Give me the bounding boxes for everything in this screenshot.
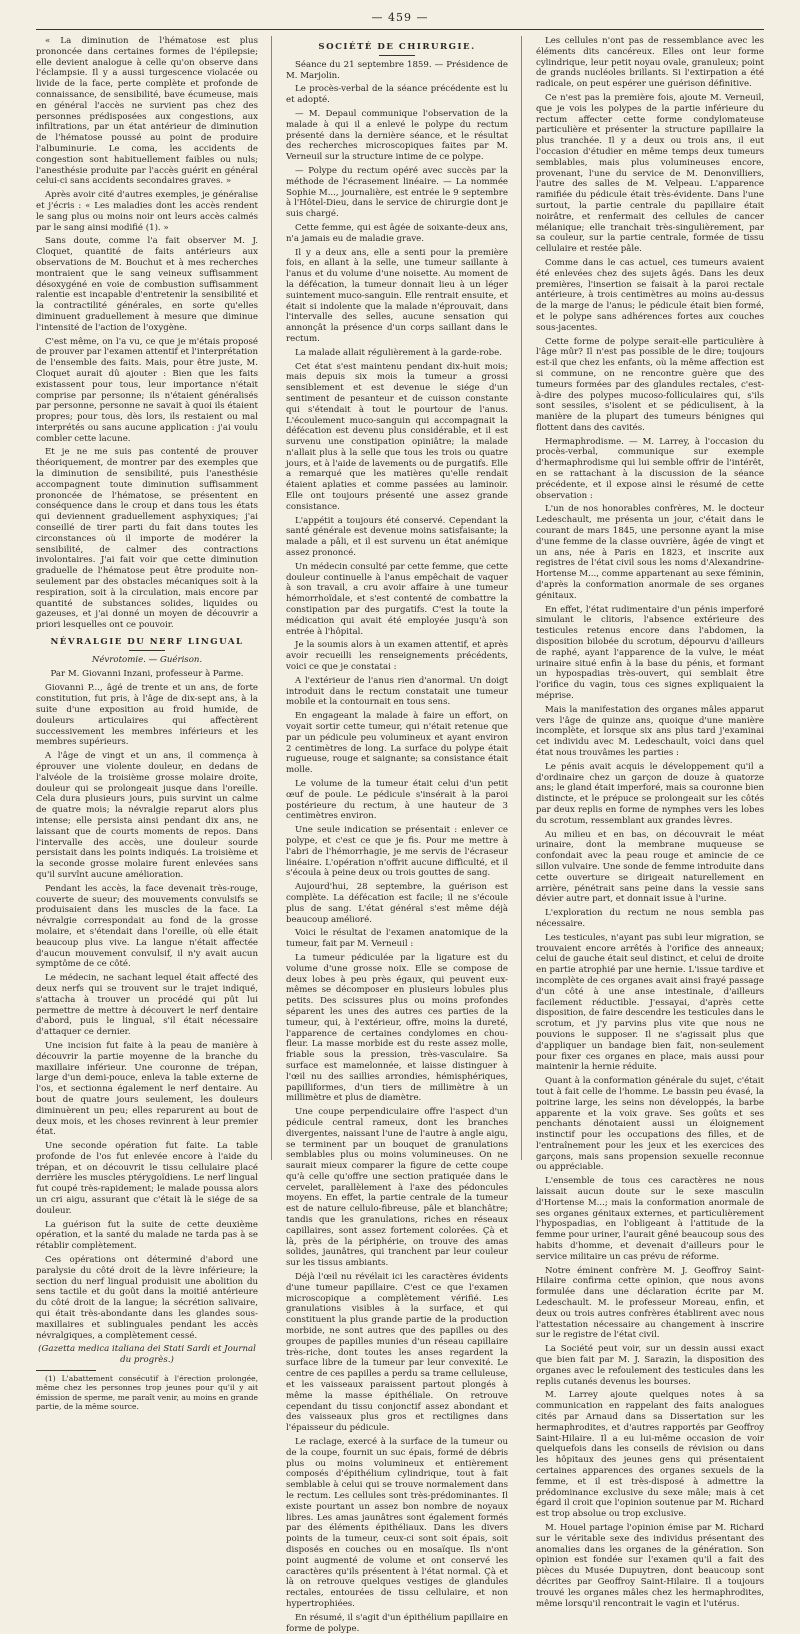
- paragraph: C'est même, on l'a vu, ce que je m'étais proposé de prouver par l'examen attentif et l'interprétation de l'ensemble des faits. Mais, pour être juste, M. Cloquet aurait dû ajouter : Bien que les faits existassent pour tous, leur importance n'était comprise par personne; ils n'étaient généralisés par personne, personne ne savait à quoi ils étaient propres; pour tous, dès lors, ils restaient ou mal interprétés ou sans aucune application : j'ai voulu combler cette lacune.: [36, 336, 258, 444]
- paragraph: Ce n'est pas la première fois, ajoute M. Verneuil, que je vois les polypes de la partie inférieure du rectum affecter cette forme condylomateuse particulière et présenter la structure papillaire la plus tranchée. Il y a deux ou trois ans, il eut l'occasion d'étudier en même temps deux tumeurs semblables, mais plus volumineuses encore, provenant, l'une du service de M. Denonvilliers, l'autre des salles de M. Velpeau. L'apparence ramifiée du pédicule était très-évidente. Dans l'une surtout, la partie centrale du papillaire était noirâtre, et renfermait des cellules de cancer mélanique; elle tranchait très-singulièrement, par sa couleur, sur la partie centrale, formée de tissu cellulaire et restée pâle.: [536, 92, 764, 255]
- paragraph: L'exploration du rectum ne nous sembla pas nécessaire.: [536, 908, 764, 929]
- header-rule: [36, 29, 764, 30]
- footnote-rule: [36, 1370, 96, 1371]
- meeting-line: Séance du 21 septembre 1859. — Présidence de M. Marjolin.: [286, 59, 508, 81]
- paragraph: En résumé, il s'agit d'un épithélium papillaire en forme de polype.: [286, 1612, 508, 1634]
- heading-rule: [129, 650, 165, 651]
- paragraph: — Polype du rectum opéré avec succès par la méthode de l'écrasement linéaire. — La nommée Sophie M..., journalière, est entrée le 9 septembre à l'Hôtel-Dieu, dans le service de chirurgie dont je suis chargé.: [286, 165, 508, 220]
- paragraph: Cet état s'est maintenu pendant dix-huit mois; mais depuis six mois la tumeur a grossi sensiblement et est devenue le siége d'un sentiment de pesanteur et de cuisson constante qui s'étendait à tout le pourtour de l'anus. L'écoulement muco-sanguin qui accompagnait la défécation est devenu plus considérable, et il est survenu une constipation opiniâtre; la malade n'allait plus à la selle que tous les trois ou quatre jours, et à l'aide de lavements ou de purgatifs. Elle a remarqué que les matières qu'elle rendait étaient aplaties et comme passées au laminoir. Elle ont toujours présenté une assez grande consistance.: [286, 361, 508, 512]
- article-heading: NÉVRALGIE DU NERF LINGUAL: [50, 637, 244, 648]
- page-number: — 459 —: [371, 11, 429, 24]
- paragraph: Le raclage, exercé à la surface de la tumeur ou de la coupe, fournit un suc épais, formé de débris plus ou moins volumineux et entièrement composés d'épithélium cylindrique, tout à fait semblable à celui qui se trouve normalement dans le rectum. Les cellules sont très-prédominantes. Il existe pourtant un assez bon nombre de noyaux libres. Les amas jaunâtres sont également formés par des éléments épithéliaux. Dans les divers points de la tumeur, ceux-ci sont soit épais, soit disposés en couches ou en mosaïque. Ils n'ont point augmenté de volume et ont conservé les caractères qu'ils présentent à l'état normal. Çà et là on retrouve quelques vestiges de glandules rectales, entourées de tissu cellulaire, et non hypertrophiées.: [286, 1437, 508, 1609]
- paragraph: Hermaphrodisme. — M. Larrey, à l'occasion du procès-verbal, communique sur exemple d'hermaphrodisme qui lui semble offrir de l'intérêt, en se rattachant à la discussion de la séance précédente, et il expose ainsi le résumé de cette observation :: [536, 436, 764, 501]
- paragraph: Au milieu et en bas, on découvrait le méat urinaire, dont la membrane muqueuse se confondait avec la peau rouge et amincie de ce sillon vulvaire. Une sonde de femme introduite dans cette ouverture se dirigeait naturellement en arrière, pénétrait sans peine dans la vessie sans dévier autre part, et donnait issue à l'urine.: [536, 829, 764, 905]
- paragraph: Aujourd'hui, 28 septembre, la guérison est complète. La défécation est facile; il ne s'écoule plus de sang. L'état général s'est même déjà beaucoup amélioré.: [286, 882, 508, 925]
- paragraph: Une seule indication se présentait : enlever ce polype, et c'est ce que je fis. Pour me mettre à l'abri de l'hémorrhagie, je me servis de l'écraseur linéaire. L'opération n'offrit aucune difficulté, et il s'écoula à peine deux ou trois gouttes de sang.: [286, 825, 508, 879]
- paragraph: « La diminution de l'hématose est plus prononcée dans certaines formes de l'épilepsie; elle devient analogue à celle qu'on observe dans l'éclampsie. Il y a aussi turgescence violacée ou livide de la face, perte complète et profonde de connaissance, de sensibilité, bave écumeuse, mais en général l'accès ne survient pas chez des personnes prédisposées aux congestions, aux infiltrations, par un état antérieur de diminution de l'hématose poussé au point de produire l'albuminurie. Le coma, les accidents de congestion sont habituellement faibles ou nuls; l'anesthésie produite par l'accès guérit en général celui-ci sans accidents secondaires graves. »: [36, 36, 258, 187]
- paragraph: Mais la manifestation des organes mâles apparut vers l'âge de quinze ans, quoique d'une manière incomplète, et lorsque six ans plus tard j'examinai cet individu avec M. Ledeschault, voici dans quel état nous trouvâmes les parties :: [536, 704, 764, 758]
- section-heading: SOCIÉTÉ DE CHIRURGIE.: [318, 42, 476, 52]
- paragraph: Voici le résultat de l'examen anatomique de la tumeur, fait par M. Verneuil :: [286, 928, 508, 950]
- paragraph: Cette femme, qui est âgée de soixante-deux ans, n'a jamais eu de maladie grave.: [286, 222, 508, 244]
- paragraph: Le procès-verbal de la séance précédente est lu et adopté.: [286, 84, 508, 106]
- paragraph: M. Larrey ajoute quelques notes à sa communication en rappelant des faits analogues cités par Arnaud dans sa Dissertation sur les hermaphrodites, et d'autres rapportés par Geoffroy Saint-Hilaire. Il a eu lui-même occasion de voir quelquefois dans les conseils de révision ou dans les hôpitaux des jeunes gens qui présentaient certaines apparences des organes sexuels de la femme, et il est très-disposé à admettre la prédominance exclusive du sexe mâle; mais à cet égard il croit que l'opinion soutenue par M. Richard est trop absolue ou trop exclusive.: [536, 1390, 764, 1520]
- paragraph: L'appétit a toujours été conservé. Cependant la santé générale est devenue moins satisfaisante; la malade a pâli, et il est survenu un état anémique assez prononcé.: [286, 515, 508, 559]
- right-column: [536, 36, 764, 1609]
- paragraph: La guérison fut la suite de cette deuxième opération, et la santé du malade ne tarda pas à se rétablir complètement.: [36, 1219, 258, 1252]
- paragraph: M. Houel partage l'opinion émise par M. Richard sur le véritable sexe des individus présentant des anomalies dans les organes de la génération. Son opinion est fondée sur l'examen qu'il a fait des pièces du Musée Dupuytren, dont beaucoup sont décrites par Geoffroy Saint-Hilaire. Il a toujours trouvé les organes mâles chez les hermaphrodites, même lorsqu'il rencontrait le vagin et l'utérus.: [536, 1522, 764, 1609]
- left-column: [36, 36, 258, 1412]
- paragraph: Et je ne me suis pas contenté de prouver théoriquement, de montrer par des exemples que la diminution de sensibilité, puis l'anesthésie accompagnent toute diminution suffisamment prononcée de l'hématose, se présentent en conséquence dans le croup et dans tous les états qui deviennent graduellement asphyxiques; j'ai conseillé de tirer parti du fait dans toutes les circonstances où il importe de modérer la sensibilité, de calmer des contractions involontaires. J'ai fait voir que cette diminution graduelle de l'hématose peut être produite non-seulement par des obstacles mécaniques soit à la respiration, soit à la circulation, mais encore par quantité de substances solides, liquides ou gazeuses, et j'ai donné un moyen de découvrir a priori lesquelles ont ce pouvoir.: [36, 447, 258, 631]
- paragraph: Une seconde opération fut faite. La table profonde de l'os fut enlevée encore à l'aide du trépan, et on découvrit le tissu cellulaire placé derrière les muscles ptérygoïdiens. Le nerf lingual fut coupé très-rapidement; le malade poussa alors un cri aigu, assurant que c'était là le siége de sa douleur.: [36, 1141, 258, 1216]
- article-subheading: Névrotomie. — Guérison.: [91, 654, 203, 665]
- article-source: (Gazetta medica italiana dei Stati Sardi et Journal du progrès.): [38, 1344, 256, 1366]
- paragraph: — M. Depaul communique l'observation de la malade à qui il a enlevé le polype du rectum présenté dans la dernière séance, et le résultat des recherches microscopiques faites par M. Verneuil sur la structure intime de ce polype.: [286, 108, 508, 163]
- paragraph: La tumeur pédiculée par la ligature est du volume d'une grosse noix. Elle se compose de deux lobes à peu près égaux, qui peuvent eux-mêmes se décomposer en plusieurs lobules plus petits. Des scissures plus ou moins profondes séparent les unes des autres ces parties de la tumeur, qui, à l'extérieur, offre, moins la dureté, l'apparence de certaines condylomes en chou-fleur. La masse morbide est du reste assez molle, friable sous la pression, très-vasculaire. Sa surface est mamelonnée, et laisse distinguer à l'œil nu des saillies arrondies, hémisphériques, papilliformes, d'un tiers de millimètre à un millimètre et plus de diamètre.: [286, 952, 508, 1104]
- paragraph: Le pénis avait acquis le développement qu'il a d'ordinaire chez un garçon de douze à quatorze ans; le gland était imperforé, mais sa couronne bien distincte, et le prépuce se prolongeait sur les côtés par deux replis en forme de nymphes vers les lobes du scrotum, ressemblant aux grandes lèvres.: [536, 761, 764, 826]
- paragraph: Pendant les accès, la face devenait très-rouge, couverte de sueur; des mouvements convulsifs se produisaient dans les muscles de la face. La névralgie correspondait au fond de la grosse molaire, et s'étendait dans l'oreille, où elle était beaucoup plus vive. La langue n'était affectée d'aucun mouvement convulsif, il n'y avait aucun symptôme de ce côté.: [36, 883, 258, 970]
- column-divider-right: [521, 36, 522, 1160]
- paragraph: Comme dans le cas actuel, ces tumeurs avaient été enlevées chez des sujets âgés. Dans les deux premières, l'insertion se faisait à la paroi rectale antérieure, à trois centimètres au moins au-dessus de la marge de l'anus; le pédicule était bien formé, et le polype sans adhérences fortes aux couches sous-jacentes.: [536, 257, 764, 333]
- heading-rule: [379, 55, 415, 56]
- paragraph: Le médecin, ne sachant lequel était affecté des deux nerfs qui se trouvent sur le trajet indiqué, s'attacha à trouver un procédé qui pût lui permettre de mettre à découvert le nerf dentaire d'abord, puis le lingual, s'il était nécessaire d'attaquer ce dernier.: [36, 973, 258, 1038]
- paragraph: Après avoir cité d'autres exemples, je généralise et j'écris : « Les maladies dont les accès rendent le sang plus ou moins noir ont leurs accès calmés par le sang ainsi modifié (1). »: [36, 190, 258, 233]
- paragraph: Une coupe perpendiculaire offre l'aspect d'un pédicule central rameux, dont les branches divergentes, naissant l'une de l'autre à angle aigu, se terminent par un bouquet de granulations semblables plus ou moins volumineuses. On ne saurait mieux comparer la figure de cette coupe qu'à celle qu'offre une section pratiquée dans le cervelet, parallèlement à l'axe des pédoncules moyens. En effet, la partie centrale de la tumeur est de nature cellulo-fibreuse, pâle et blanchâtre; tandis que les granulations, riches en réseaux capillaires, sont assez fortement colorées. Çà et là, près de la périphérie, on trouve des amas solides, jaunâtres, qui tranchent par leur couleur sur les tissus ambiants.: [286, 1107, 508, 1269]
- paragraph: La malade allait régulièrement à la garde-robe.: [295, 347, 502, 358]
- paragraph: A l'âge de vingt et un ans, il commença à éprouver une violente douleur, en dedans de l'alvéole de la troisième grosse molaire droite, douleur qui se prolongeait jusque dans l'oreille. Cela dura plusieurs jours, puis survint un calme de quatre mois; la névralgie reparut alors plus intense; elle persista ainsi pendant dix ans, ne laissant que de courts moments de repos. Dans l'intervalle des accès, une douleur sourde persistait dans les points indiqués. La troisième et la seconde grosse molaire furent enlevées sans qu'il survînt aucune amélioration.: [36, 751, 258, 880]
- paragraph: Il y a deux ans, elle a senti pour la première fois, en allant à la selle, une tumeur saillante à l'anus et du volume d'une noisette. Au moment de la défécation, la tumeur donnait lieu à un léger suintement muco-sanguin. Elle rentrait ensuite, et était si indolente que la malade n'éprouvait, dans l'intervalle des selles, aucune sensation qui annonçât la présence d'un corps saillant dans le rectum.: [286, 247, 508, 344]
- paragraph: Les cellules n'ont pas de ressemblance avec les éléments dits cancéreux. Elles ont leur forme cylindrique, leur petit noyau ovale, granuleux; point de grands nucléoles brillants. Si l'extirpation a été radicale, on peut espérer une guérison définitive.: [536, 36, 764, 90]
- paragraph: Notre éminent confrère M. J. Geoffroy Saint-Hilaire confirma cette opinion, que nous avons formulée dans une déclaration écrite par M. Ledeschault. M. le professeur Moreau, enfin, et deux ou trois autres confrères établirent avec nous l'attestation nécessaire au changement à inscrire sur le registre de l'état civil.: [536, 1265, 764, 1341]
- paragraph: Cette forme de polype serait-elle particulière à l'âge mûr? Il n'est pas possible de le dire; toujours est-il que chez les enfants, où la même affection est si commune, on ne rencontre guère que des tumeurs formées par des glandules rectales, c'est-à-dire des polypes mucoso-folliculaires qui, s'ils sont sessiles, s'isolent et se pédiculisent, à la manière de la plupart des tumeurs bénignes qui flottent dans des cavités.: [536, 336, 764, 433]
- column-divider-left: [271, 36, 272, 1160]
- paragraph: Une incision fut faite à la peau de manière à découvrir la partie moyenne de la branche du maxillaire inférieur. Une couronne de trépan, large d'un demi-pouce, enleva la table externe de l'os, et sectionna également le nerf dentaire. Au bout de quatre jours seulement, les douleurs diminuèrent un peu; elles reparurent au bout de deux mois, et les choses revinrent à leur premier état.: [36, 1040, 258, 1138]
- paragraph: Sans doute, comme l'a fait observer M. J. Cloquet, quantité de faits antérieurs aux observations de M. Bouchut et à mes recherches montraient que le sang veineux suffisamment désoxygéné en voie de combustion suffisamment ralentie est incapable d'entretenir la sensibilité et la contractilité générales, en sorte qu'elles diminuent graduellement à mesure que diminue l'intensité de l'action de l'oxygène.: [36, 236, 258, 333]
- paragraph: L'un de nos honorables confrères, M. le docteur Ledeschault, me présenta un jour, c'était dans le courant de mars 1845, une personne ayant la mise d'une femme de la classe ouvrière, âgée de vingt et un ans, née à Paris en 1823, et inscrite aux registres de l'état civil sous les noms d'Alexandrine-Hortense M..., comme appartenant au sexe féminin, d'après la conformation anormale de ses organes génitaux.: [536, 504, 764, 601]
- paragraph: A l'extérieur de l'anus rien d'anormal. Un doigt introduit dans le rectum constatait une tumeur mobile et la contournait en tous sens.: [286, 675, 508, 708]
- article-byline: Par M. Giovanni Inzani, professeur à Parme.: [50, 668, 244, 679]
- paragraph: Déjà l'œil nu révélait ici les caractères évidents d'une tumeur papillaire. C'est ce que l'examen microscopique a complètement vérifié. Les granulations visibles à la surface, et qui constituent la plus grande partie de la production morbide, ne sont autres que des papilles ou des groupes de papilles munies d'un réseau capillaire très-riche, dont toutes les anses regardent la surface libre de la tumeur par leur convexité. Le centre de ces papilles a perdu sa trame celluleuse, et les vaisseaux paraissent partout plongés à même la masse épithéliale. On retrouve cependant du tissu conjonctif assez abondant et des vaisseaux plus gros et rectilignes dans l'épaisseur du pédicule.: [286, 1272, 508, 1434]
- paragraph: Les testicules, n'ayant pas subi leur migration, se trouvaient encore arrêtés à l'orifice des anneaux; celui de gauche était seul distinct, et celui de droite en partie atrophié par une hernie. L'issue tardive et incomplète de ces organes avait ainsi frayé passage d'un côté à une anse intestinale, d'ailleurs facilement réductible. J'essayai, d'après cette disposition, de faire descendre les testicules dans le scrotum, et j'y parvins plus vite que nous ne pouvions le supposer. Il ne s'agissait plus que d'appliquer un bandage bien fait, non-seulement pour fixer ces organes en place, mais aussi pour maintenir la hernie réduite.: [536, 932, 764, 1073]
- paragraph: Je la soumis alors à un examen attentif, et après avoir recueilli les renseignements précédents, voici ce que je constatai :: [286, 640, 508, 673]
- paragraph: Quant à la conformation générale du sujet, c'était tout à fait celle de l'homme. Le bassin peu évasé, la poitrine large, les seins non développés, la barbe apparente et la voix grave. Ses goûts et ses penchants dénotaient aussi un éloignement instinctif pour les occupations des filles, et de l'entraînement pour les jeux et les exercices des garçons, mais sans propension sexuelle reconnue ou appréciable.: [536, 1076, 764, 1173]
- paragraph: En engageant la malade à faire un effort, on voyait sortir cette tumeur, qui n'était retenue que par un pédicule peu volumineux et ayant environ 2 centimètres de long. La surface du polype était rugueuse, rouge et saignante; sa consistance était molle.: [286, 711, 508, 776]
- footnote: (1) L'abattement consécutif à l'érection prolongée, même chez les personnes trop jeunes pour qu'il y ait émission de sperme, me paraît venir, au moins en grande partie, de la même source.: [36, 1374, 258, 1412]
- middle-column: [286, 36, 508, 1634]
- paragraph: En effet, l'état rudimentaire d'un pénis imperforé simulant le clitoris, l'absence extérieure des testicules retenus encore dans l'abdomen, la disposition bilobée du scrotum, dépourvu d'ailleurs de raphé, ayant l'apparence de la vulve, le méat urinaire situé enfin à la base du pénis, et formant un hypospadias très-ouvert, qui semblait être l'orifice du vagin, tous ces signes expliquaient la méprise.: [536, 604, 764, 702]
- paragraph: L'ensemble de tous ces caractères ne nous laissait aucun doute sur le sexe masculin d'Hortense M...; mais la conformation anormale de ses organes génitaux externes, et particulièrement l'hypospadias, en l'obligeant à l'attitude de la femme pour uriner, l'aurait gêné beaucoup sous des habits d'homme, et devenait d'ailleurs pour le service militaire un cas prévu de réforme.: [536, 1176, 764, 1262]
- paragraph: Le volume de la tumeur était celui d'un petit œuf de poule. Le pédicule s'insérait à la paroi postérieure du rectum, à une hauteur de 3 centimètres environ.: [286, 779, 508, 822]
- paragraph: La Société peut voir, sur un dessin aussi exact que bien fait par M. J. Sarazin, la disposition des organes avec le refoulement des testicules dans les replis cutanés devenus les bourses.: [536, 1344, 764, 1387]
- paragraph: Giovanni P..., âgé de trente et un ans, de forte constitution, fut pris, à l'âge de dix-sept ans, à la suite d'une exposition au froid humide, de douleurs articulaires qui affectèrent successivement les membres inférieurs et les membres supérieurs.: [36, 683, 258, 748]
- paragraph: Ces opérations ont déterminé d'abord une paralysie du côté droit de la lèvre inférieure; la section du nerf lingual produisit une abolition du sens tactile et du goût dans la moitié antérieure du côté droit de la langue; la sécrétion salivaire, qui était très-abondante dans les glandes sous-maxillaires et sublinguales pendant les accès névralgiques, a complètement cessé.: [36, 1255, 258, 1341]
- paragraph: Un médecin consulté par cette femme, que cette douleur continuelle à l'anus empêchait de vaquer à son travail, a cru avoir affaire à une tumeur hémorrhoïdale, et s'est contenté de combattre la constipation par des purgatifs. C'est la toute la médication qui avait été employée jusqu'à son entrée à l'hôpital.: [286, 561, 508, 637]
